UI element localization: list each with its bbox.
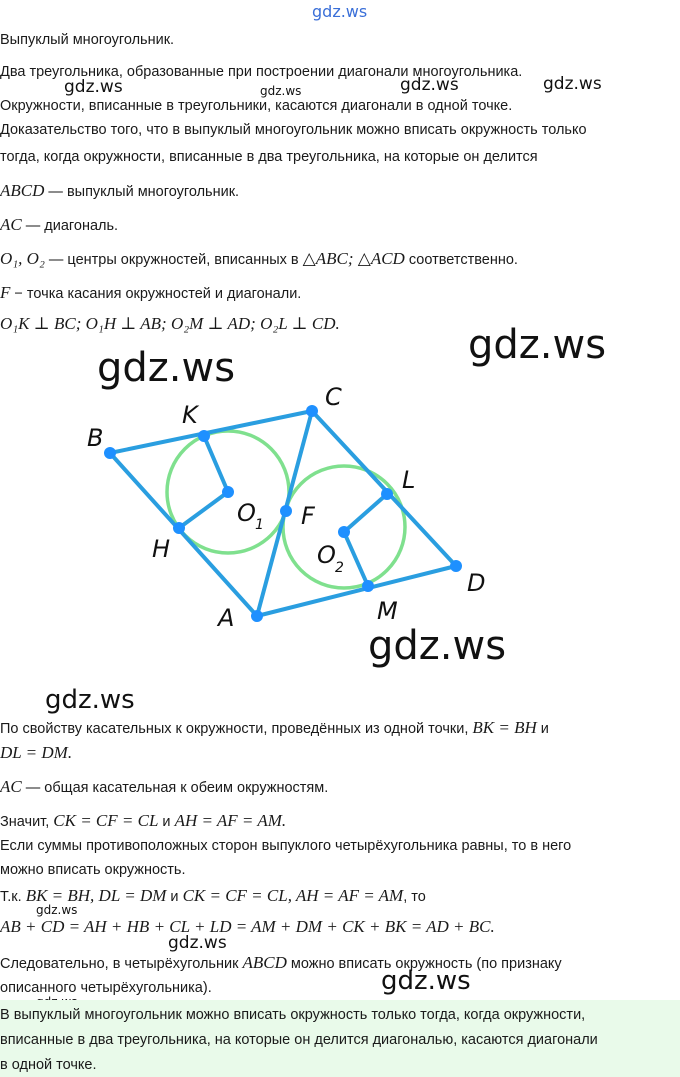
text: − точка касания окружностей и диагонали. — [10, 286, 302, 302]
text: Т.к. — [0, 889, 26, 905]
text: и — [166, 889, 183, 905]
math: BK = BH, DL = DM — [25, 886, 167, 905]
proof-line — [0, 743, 680, 764]
text: и — [158, 814, 175, 830]
label-m: M — [377, 597, 398, 625]
math: ABCD — [242, 953, 287, 972]
proof-line — [0, 811, 680, 832]
watermark: gdz.ws — [468, 322, 607, 368]
math: O₁K ⊥ BC; O₁H ⊥ AB; O₂M ⊥ AD; O₂L ⊥ CD. — [0, 314, 340, 333]
point-b — [104, 447, 116, 459]
math: AH = AF = AM. — [174, 811, 287, 830]
given-line: Окружности, вписанные в треугольники, касаются диагонали в одной точке. — [0, 98, 513, 114]
def-perpendiculars — [0, 314, 680, 335]
watermark: gdz.ws — [97, 345, 236, 391]
label-o1: O — [237, 499, 256, 527]
watermark: gdz.ws — [400, 75, 459, 95]
proof-line: описанного четырёхугольника). — [0, 980, 212, 996]
math: BK = BH — [472, 718, 537, 737]
given-line: Доказательство того, что в выпуклый многоугольник можно вписать окружность только — [0, 122, 587, 138]
point-h — [173, 522, 185, 534]
def-ac — [0, 215, 680, 236]
answer-line: В выпуклый многоугольник можно вписать окружность только тогда, когда окружности, — [0, 1007, 586, 1023]
text: — диагональ. — [21, 218, 119, 234]
watermark: gdz.ws — [381, 966, 471, 996]
label-l: L — [402, 466, 416, 494]
label-f: F — [301, 502, 315, 530]
given-line: Два треугольника, образованные при построении диагонали многоугольника. — [0, 64, 523, 80]
label-c: C — [325, 383, 342, 411]
text: — выпуклый многоугольник. — [44, 184, 240, 200]
def-f — [0, 283, 680, 304]
math: CK = CF = CL — [53, 811, 159, 830]
watermark: gdz.ws — [45, 685, 135, 715]
answer-line: вписанные в два треугольника, на которые он делится диагональю, касаются диагонали — [0, 1032, 598, 1048]
watermark: gdz.ws — [36, 903, 78, 917]
proof-line — [0, 953, 680, 974]
math: AC — [0, 777, 22, 796]
def-abcd — [0, 181, 680, 202]
proof-line: можно вписать окружность. — [0, 862, 186, 878]
math: DL = DM. — [0, 743, 73, 762]
watermark: gdz.ws — [543, 74, 602, 94]
text: Значит, — [0, 814, 54, 830]
point-m — [362, 580, 374, 592]
text: соответственно. — [404, 252, 518, 268]
text: и — [536, 721, 549, 737]
proof-line — [0, 718, 680, 739]
label-d: D — [467, 569, 486, 597]
label-b: B — [87, 424, 104, 452]
answer-line: в одной точке. — [0, 1057, 97, 1073]
text: , то — [403, 889, 426, 905]
point-f — [280, 505, 292, 517]
proof-line — [0, 777, 680, 798]
proof-line — [0, 917, 680, 938]
math: O₁, O₂ — [0, 249, 45, 268]
point-d — [450, 560, 462, 572]
watermark: gdz.ws — [64, 77, 123, 97]
text: — общая касательная к обеим окружностям. — [21, 780, 329, 796]
math: △ABC; △ACD — [302, 249, 405, 268]
point-k — [198, 430, 210, 442]
point-o1 — [222, 486, 234, 498]
math: CK = CF = CL, AH = AF = AM — [182, 886, 404, 905]
proof-line — [0, 886, 680, 907]
point-c — [306, 405, 318, 417]
proof-line: Если суммы противоположных сторон выпуклого четырёхугольника равны, то в него — [0, 838, 572, 854]
answer-box — [0, 1000, 680, 1077]
math: F — [0, 283, 11, 302]
given-line: тогда, когда окружности, вписанные в два треугольника, на которые он делится — [0, 149, 538, 165]
math: AC — [0, 215, 22, 234]
watermark: gdz.ws — [168, 933, 227, 953]
point-o2 — [338, 526, 350, 538]
point-l — [381, 488, 393, 500]
label-h: H — [152, 535, 171, 563]
math: AB + CD = AH + HB + CL + LD = AM + DM + CK + BK = AD + BC. — [0, 917, 495, 936]
text: Следовательно, в четырёхугольник — [0, 956, 243, 972]
math: ABCD — [0, 181, 45, 200]
label-k: K — [182, 401, 198, 429]
label-o1-sub: 1 — [255, 517, 264, 533]
given-line: Выпуклый многоугольник. — [0, 32, 175, 48]
watermark: gdz.ws — [260, 84, 302, 98]
watermark: gdz.ws — [368, 623, 507, 669]
label-a: A — [218, 604, 235, 632]
point-a — [251, 610, 263, 622]
label-o2-sub: 2 — [335, 560, 344, 576]
label-o2: O — [317, 541, 336, 569]
def-centers — [0, 249, 680, 270]
text: По свойству касательных к окружности, проведённых из одной точки, — [0, 721, 473, 737]
text: можно вписать окружность (по признаку — [286, 956, 562, 972]
quadrilateral-diagram — [0, 370, 680, 640]
radii-o2 — [344, 494, 387, 586]
watermark-top: gdz.ws — [312, 2, 368, 21]
text: — центры окружностей, вписанных в — [44, 252, 303, 268]
